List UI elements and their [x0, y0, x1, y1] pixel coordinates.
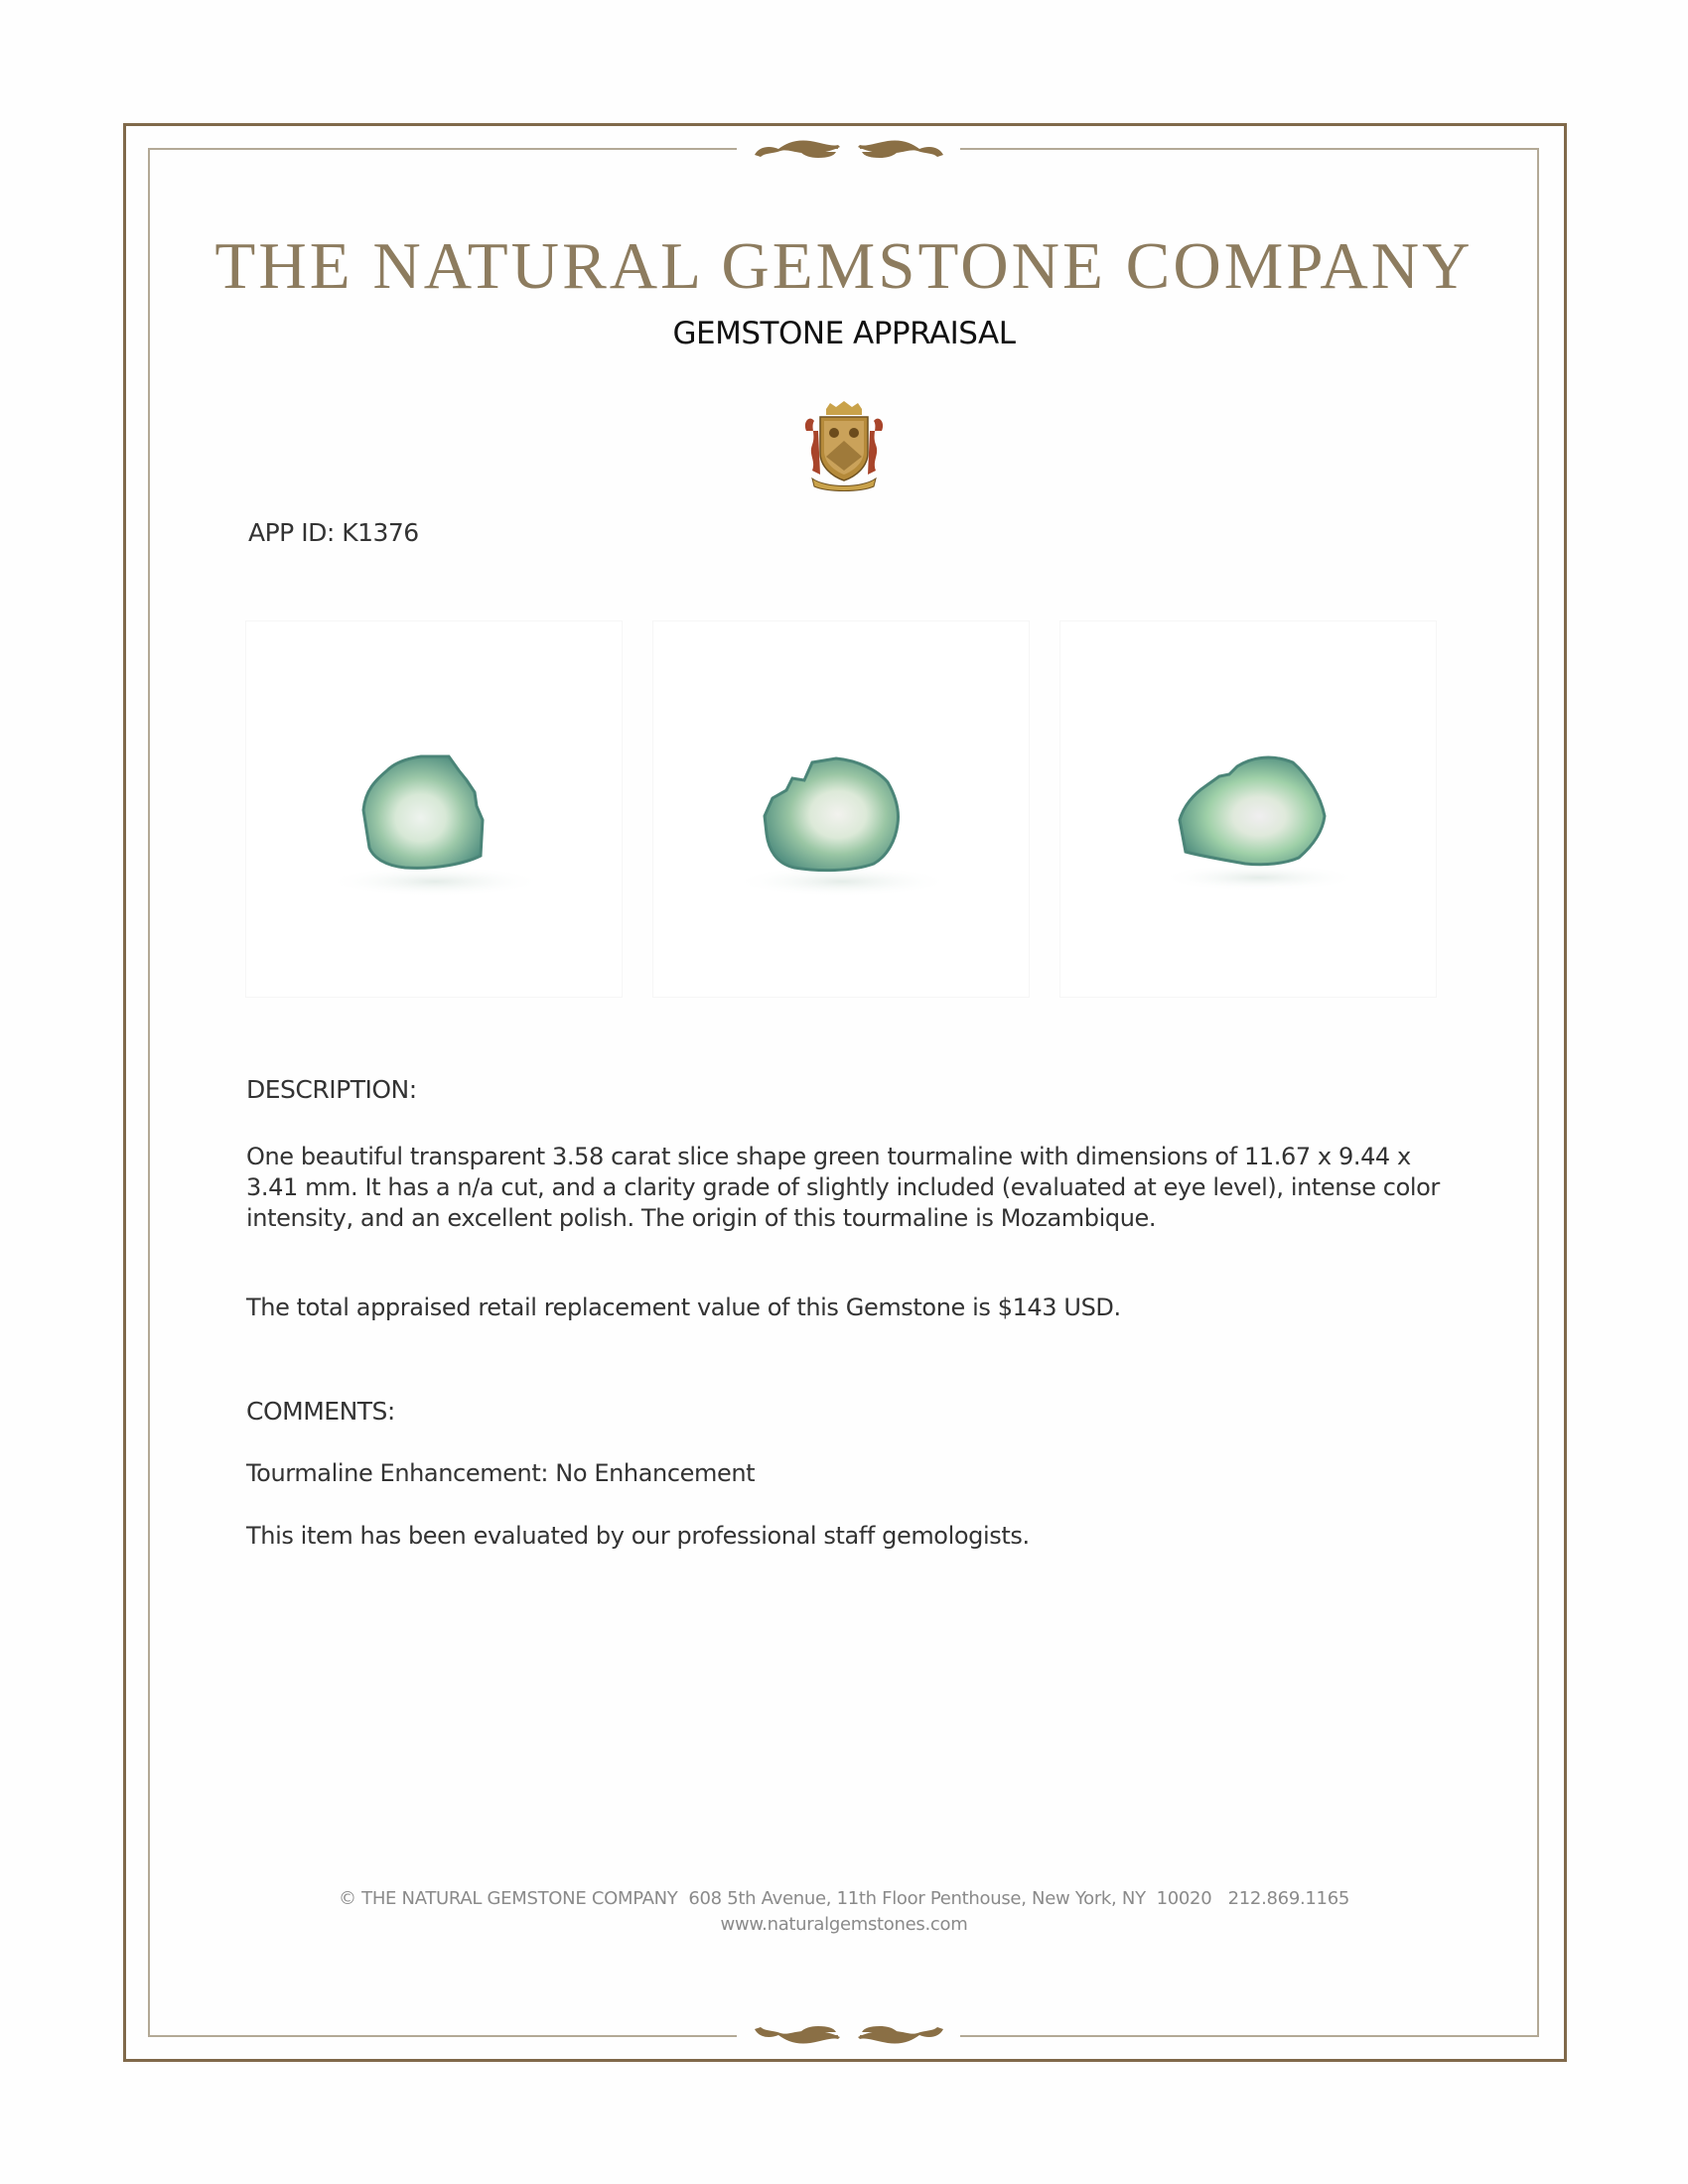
appraised-value-statement: The total appraised retail replacement value of this Gemstone is $143 USD.	[246, 1294, 1121, 1321]
footer-address: © THE NATURAL GEMSTONE COMPANY 608 5th Avenue, 11th Floor Penthouse, New York, NY 10020 212.869.1165	[339, 1888, 1349, 1909]
inner-frame-top-left	[148, 148, 737, 150]
document-title: GEMSTONE APPRAISAL	[672, 316, 1016, 351]
inner-frame-right	[1537, 148, 1539, 2037]
comments-heading: COMMENTS:	[246, 1397, 395, 1426]
description-heading: DESCRIPTION:	[246, 1075, 417, 1104]
gem-image-2	[653, 621, 1029, 997]
gem-image-1	[246, 621, 622, 997]
top-flourish-ornament-icon	[753, 137, 945, 159]
inner-frame-bottom-right	[960, 2035, 1539, 2037]
appraisal-id: APP ID: K1376	[248, 518, 419, 547]
gem-photo-2	[653, 621, 1029, 997]
company-crest-logo	[802, 401, 886, 492]
evaluation-comment: This item has been evaluated by our professional staff gemologists.	[246, 1522, 1030, 1550]
gem-photo-3	[1060, 621, 1436, 997]
gem-photo-1	[246, 621, 622, 997]
inner-frame-top-right	[960, 148, 1539, 150]
inner-frame-left	[148, 148, 150, 2037]
company-name-heading: THE NATURAL GEMSTONE COMPANY	[214, 229, 1474, 303]
description-body: One beautiful transparent 3.58 carat slice shape green tourmaline with dimensions of 11.67 x 9.44 x 3.41 mm. It has a n/a cut, and a clarity grade of slightly included (evaluated at eye level), intense color intensity, and an excellent polish. The origin of this tourmaline is Mozambique.	[246, 1143, 1440, 1232]
footer-website-link[interactable]: www.naturalgemstones.com	[720, 1914, 968, 1935]
gem-image-3	[1060, 621, 1436, 997]
bottom-flourish-ornament-icon	[753, 2025, 945, 2047]
enhancement-comment: Tourmaline Enhancement: No Enhancement	[246, 1459, 756, 1487]
inner-frame-bottom-left	[148, 2035, 737, 2037]
